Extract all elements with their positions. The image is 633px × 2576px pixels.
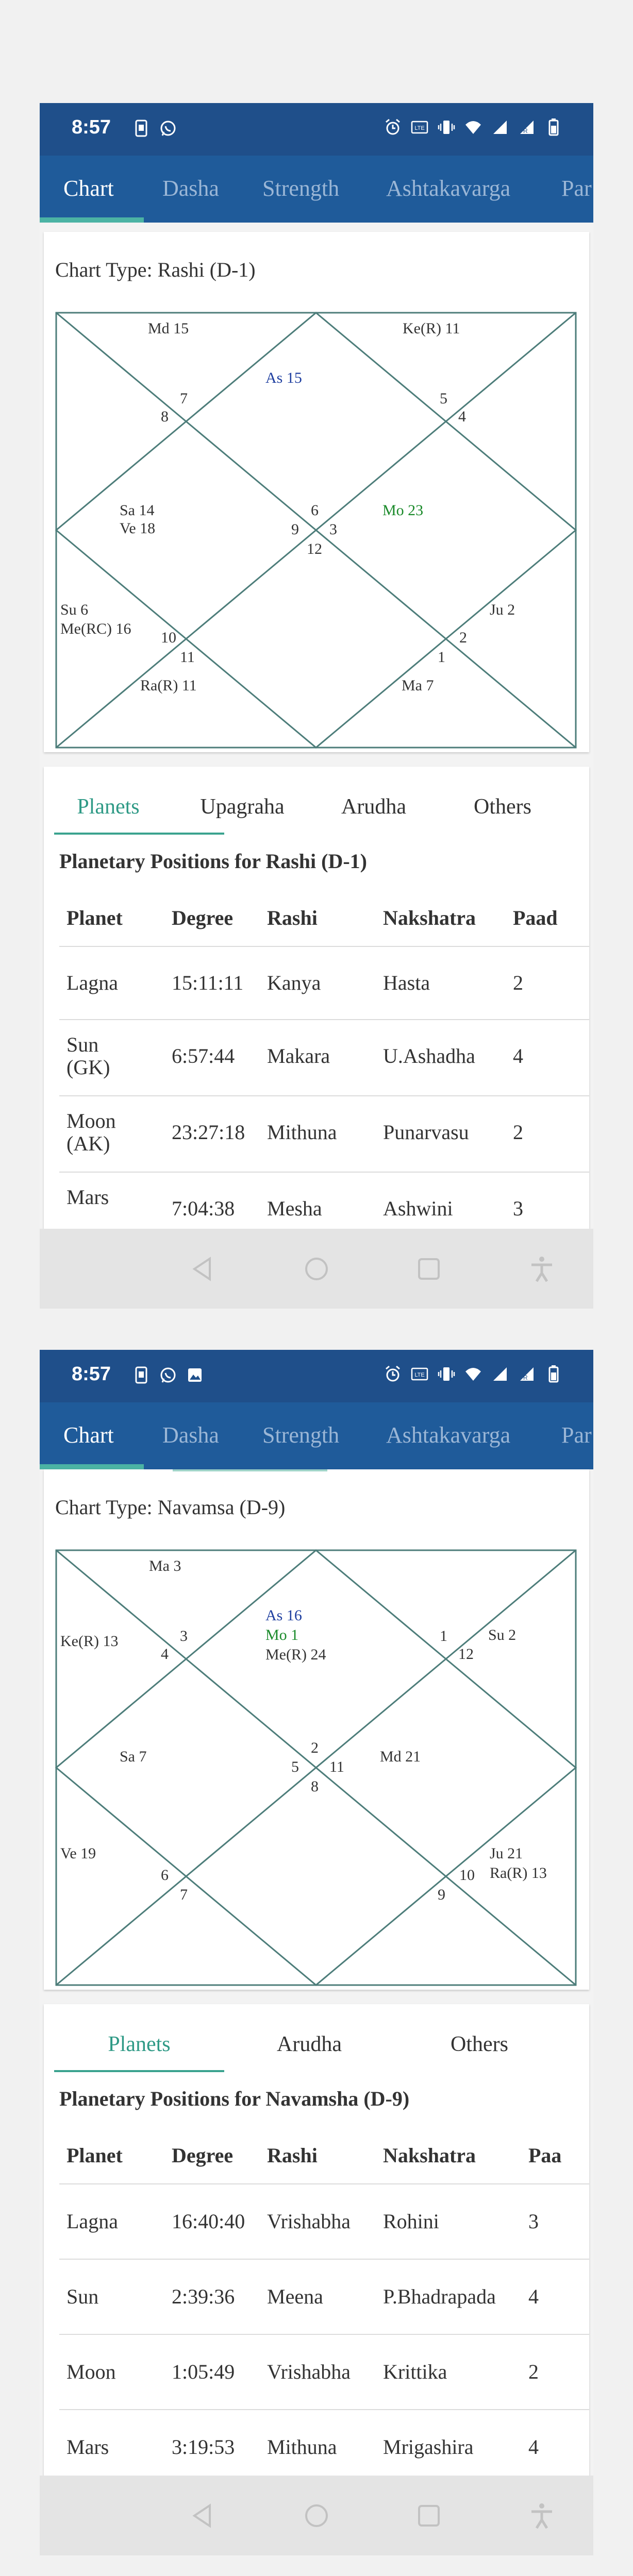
- house-1-planet-b: Mo 1: [265, 1626, 299, 1643]
- status-bar: [40, 1350, 593, 1402]
- house-2-planets: Su 2: [488, 1626, 517, 1643]
- cell-nakshatra: Punarvasu: [383, 1121, 469, 1144]
- house-6-planets: Ju 2: [490, 601, 515, 618]
- table-header-row: [59, 2128, 589, 2184]
- chart-card: [44, 232, 589, 752]
- subtab-arudha[interactable]: Arudha: [277, 2032, 342, 2056]
- accessibility-icon[interactable]: [527, 2501, 556, 2530]
- svg-text:R: R: [523, 127, 528, 134]
- cell-rashi: Meena: [267, 2285, 323, 2308]
- sign-number: 2: [311, 1739, 319, 1756]
- cell-nakshatra: Krittika: [383, 2360, 447, 2383]
- alarm-icon: [384, 1364, 402, 1384]
- house-6-planet-b: Ra(R) 13: [490, 1865, 547, 1882]
- sign-number: 4: [161, 1646, 169, 1663]
- table-row[interactable]: [59, 2410, 589, 2478]
- col-header-degree: Degree: [172, 2144, 234, 2167]
- cell-paad: 3: [513, 1197, 523, 1220]
- subtab-bar: [54, 777, 579, 834]
- tab-partial[interactable]: Par: [561, 176, 592, 201]
- house-11-planets: Ke(R) 13: [60, 1633, 119, 1650]
- house-1-planet-a: As 16: [265, 1607, 302, 1624]
- sign-number: 1: [440, 1628, 447, 1645]
- cell-nakshatra: U.Ashadha: [383, 1044, 475, 1067]
- col-header-planet: Planet: [66, 2144, 123, 2167]
- tab-strength[interactable]: Strength: [262, 176, 340, 201]
- cell-planet: Moon: [66, 1109, 116, 1132]
- sign-number: 3: [329, 521, 337, 538]
- sign-number: 11: [180, 649, 195, 666]
- tab-dasha[interactable]: Dasha: [162, 1422, 219, 1448]
- cell-rashi: Makara: [267, 1044, 330, 1067]
- screen-navamsa: [40, 1350, 593, 2555]
- cell-planet: Lagna: [66, 2210, 118, 2233]
- wifi-icon: [464, 117, 482, 137]
- whatsapp-icon: [159, 118, 177, 138]
- signal-icon: [491, 117, 509, 137]
- subtab-upagraha[interactable]: Upagraha: [200, 795, 285, 819]
- sign-number: 6: [161, 1867, 169, 1884]
- table-row[interactable]: [59, 1173, 589, 1230]
- sign-number: 7: [180, 390, 188, 407]
- cell-rashi: Vrishabha: [267, 2360, 351, 2383]
- sign-number: 12: [458, 1646, 474, 1663]
- tab-partial[interactable]: Par: [561, 1422, 592, 1448]
- sim-icon: [132, 118, 150, 138]
- cell-paad: 3: [528, 2210, 539, 2233]
- accessibility-icon[interactable]: [527, 1255, 556, 1283]
- android-nav-bar: [40, 2476, 593, 2555]
- recents-icon[interactable]: [414, 2501, 443, 2530]
- cell-planet: Sun: [66, 2285, 99, 2308]
- vibrate-icon: [438, 117, 455, 137]
- svg-text:R: R: [523, 1374, 528, 1381]
- cell-degree: 2:39:36: [172, 2285, 235, 2308]
- signal-r-icon: [518, 117, 536, 137]
- sign-number: 2: [459, 629, 467, 646]
- house-12-planets: Ma 3: [149, 1557, 181, 1574]
- cell-paad: 2: [513, 1121, 523, 1144]
- sign-number: 9: [291, 521, 299, 538]
- signal-r-icon: [518, 1364, 536, 1384]
- house-11-planet-b: Ve 18: [120, 520, 156, 537]
- col-header-nakshatra: Nakshatra: [383, 906, 476, 929]
- sign-number: 3: [180, 1628, 188, 1645]
- house-1-planet-c: Me(R) 24: [265, 1646, 326, 1663]
- sign-number: 6: [311, 502, 319, 519]
- sign-number: 7: [180, 1886, 188, 1903]
- sign-number: 5: [291, 1758, 299, 1775]
- cell-rashi: Mesha: [267, 1197, 322, 1220]
- active-tab-indicator: [40, 1464, 144, 1469]
- subtab-others[interactable]: Others: [451, 2032, 508, 2056]
- cell-nakshatra: Ashwini: [383, 1197, 453, 1220]
- cell-degree: 1:05:49: [172, 2360, 235, 2383]
- cell-degree: 7:04:38: [172, 1197, 235, 1220]
- table-row[interactable]: [59, 947, 589, 1020]
- sim-icon: [132, 1365, 150, 1385]
- cell-nakshatra: Hasta: [383, 971, 430, 994]
- active-tab-indicator: [40, 217, 144, 223]
- house-10-planets: Ve 19: [60, 1845, 96, 1862]
- cell-planet: Mars: [66, 2435, 109, 2459]
- col-header-paad: Paa: [528, 2144, 562, 2167]
- tab-ashtakavarga[interactable]: Ashtakavarga: [386, 1422, 511, 1448]
- tab-chart[interactable]: Chart: [63, 1422, 114, 1448]
- cell-rashi: Vrishabha: [267, 2210, 351, 2233]
- house-3-planets: Sa 7: [120, 1748, 147, 1765]
- home-icon[interactable]: [302, 2501, 331, 2530]
- sign-number: 9: [438, 1886, 445, 1903]
- subtab-planets[interactable]: Planets: [77, 795, 140, 819]
- scrolled-subtab-indicator: [173, 1469, 327, 1471]
- android-nav-bar: [40, 1229, 593, 1309]
- home-icon[interactable]: [302, 1255, 331, 1283]
- cell-degree: 16:40:40: [172, 2210, 245, 2233]
- subtab-others[interactable]: Others: [474, 795, 531, 819]
- cell-rashi: Mithuna: [267, 2435, 337, 2459]
- house-11-planet-a: Sa 14: [120, 502, 155, 519]
- cell-degree: 3:19:53: [172, 2435, 235, 2459]
- table-row[interactable]: [59, 2184, 589, 2260]
- cell-paad: 4: [528, 2285, 539, 2308]
- sign-number: 8: [161, 408, 169, 425]
- planet-table: [59, 2128, 589, 2478]
- col-header-degree: Degree: [172, 906, 234, 929]
- house-2-planets: Ke(R) 11: [403, 320, 460, 337]
- cell-paad: 2: [513, 971, 523, 994]
- subtab-indicator: [54, 833, 224, 835]
- status-time: 8:57: [72, 1363, 111, 1385]
- sign-number: 11: [329, 1758, 344, 1775]
- screen-rashi: [40, 103, 593, 1309]
- cell-rashi: Kanya: [267, 971, 321, 994]
- main-tab-bar: [40, 156, 593, 223]
- house-4-planets: Md 21: [380, 1748, 421, 1765]
- volte-icon: [411, 117, 428, 137]
- house-1-planets: As 15: [265, 369, 302, 386]
- cell-planet-karaka: (AK): [66, 1132, 110, 1155]
- wifi-icon: [464, 1364, 482, 1384]
- chart-type-label: Chart Type: Navamsa (D-9): [55, 1496, 286, 1519]
- subtab-planets[interactable]: Planets: [108, 2032, 171, 2056]
- subtab-bar: [54, 2014, 579, 2071]
- status-bar: [40, 103, 593, 156]
- gallery-icon: [186, 1365, 204, 1385]
- status-time: 8:57: [72, 116, 111, 138]
- subtab-indicator: [54, 2070, 224, 2072]
- cell-paad: 4: [528, 2435, 539, 2459]
- volte-icon: [411, 1364, 428, 1384]
- signal-icon: [491, 1364, 509, 1384]
- sign-number: 10: [459, 1867, 475, 1884]
- whatsapp-icon: [159, 1365, 177, 1385]
- chart-type-label: Chart Type: Rashi (D-1): [55, 258, 256, 281]
- house-10-planet-b: Me(RC) 16: [60, 620, 131, 637]
- tab-strength[interactable]: Strength: [262, 1422, 340, 1448]
- house-12-planets: Md 15: [148, 320, 189, 337]
- sign-number: 5: [440, 390, 447, 407]
- tab-dasha[interactable]: Dasha: [162, 176, 219, 201]
- svg-text:LTE: LTE: [414, 1372, 425, 1378]
- cell-planet-karaka: (GK): [66, 1056, 110, 1079]
- cell-planet: Sun: [66, 1033, 99, 1056]
- planet-table: [59, 890, 589, 1230]
- planetary-positions-card: [44, 767, 589, 1230]
- house-9-planets: Ra(R) 11: [140, 677, 197, 694]
- cell-degree: 23:27:18: [172, 1121, 245, 1144]
- house-6-planet-a: Ju 21: [490, 1845, 523, 1862]
- col-header-planet: Planet: [66, 906, 123, 929]
- sign-number: 4: [458, 408, 466, 425]
- cell-planet: Lagna: [66, 971, 118, 994]
- table-row[interactable]: [59, 2260, 589, 2335]
- col-header-rashi: Rashi: [267, 906, 318, 929]
- table-row[interactable]: [59, 1020, 589, 1096]
- recents-icon[interactable]: [414, 1255, 443, 1283]
- sign-number: 8: [311, 1778, 319, 1795]
- cell-rashi: Mithuna: [267, 1121, 337, 1144]
- cell-nakshatra: P.Bhadrapada: [383, 2285, 496, 2308]
- sign-number: 10: [161, 629, 176, 646]
- cell-paad: 2: [528, 2360, 539, 2383]
- table-title: Planetary Positions for Navamsha (D-9): [59, 2087, 410, 2110]
- back-icon[interactable]: [189, 2501, 218, 2530]
- north-indian-chart[interactable]: [55, 1549, 577, 1986]
- cell-planet: Moon: [66, 2360, 116, 2383]
- tab-chart[interactable]: Chart: [63, 176, 114, 201]
- house-4-planets: Mo 23: [382, 502, 424, 519]
- planetary-positions-card: [44, 2004, 589, 2478]
- cell-nakshatra: Rohini: [383, 2210, 439, 2233]
- table-header-row: [59, 890, 589, 947]
- col-header-nakshatra: Nakshatra: [383, 2144, 476, 2167]
- house-7-planets: Ma 7: [402, 677, 434, 694]
- north-indian-chart[interactable]: [55, 312, 577, 749]
- sign-number: 12: [307, 540, 322, 557]
- subtab-arudha[interactable]: Arudha: [341, 795, 406, 819]
- sign-number: 1: [438, 649, 445, 666]
- main-tab-bar: [40, 1402, 593, 1469]
- house-10-planet-a: Su 6: [60, 601, 89, 618]
- cell-paad: 4: [513, 1044, 523, 1067]
- chart-card: [44, 1469, 589, 1990]
- vibrate-icon: [438, 1364, 455, 1384]
- svg-text:LTE: LTE: [414, 125, 425, 131]
- tab-ashtakavarga[interactable]: Ashtakavarga: [386, 176, 511, 201]
- cell-degree: 6:57:44: [172, 1044, 235, 1067]
- cell-degree: 15:11:11: [172, 971, 244, 994]
- back-icon[interactable]: [189, 1255, 218, 1283]
- col-header-paad: Paad: [513, 906, 558, 929]
- battery-icon: [545, 1364, 562, 1384]
- cell-planet: Mars: [66, 1185, 109, 1209]
- battery-icon: [545, 117, 562, 137]
- cell-nakshatra: Mrigashira: [383, 2435, 474, 2459]
- alarm-icon: [384, 117, 402, 137]
- table-row[interactable]: [59, 2335, 589, 2410]
- col-header-rashi: Rashi: [267, 2144, 318, 2167]
- table-row[interactable]: [59, 1096, 589, 1173]
- table-title: Planetary Positions for Rashi (D-1): [59, 850, 367, 873]
